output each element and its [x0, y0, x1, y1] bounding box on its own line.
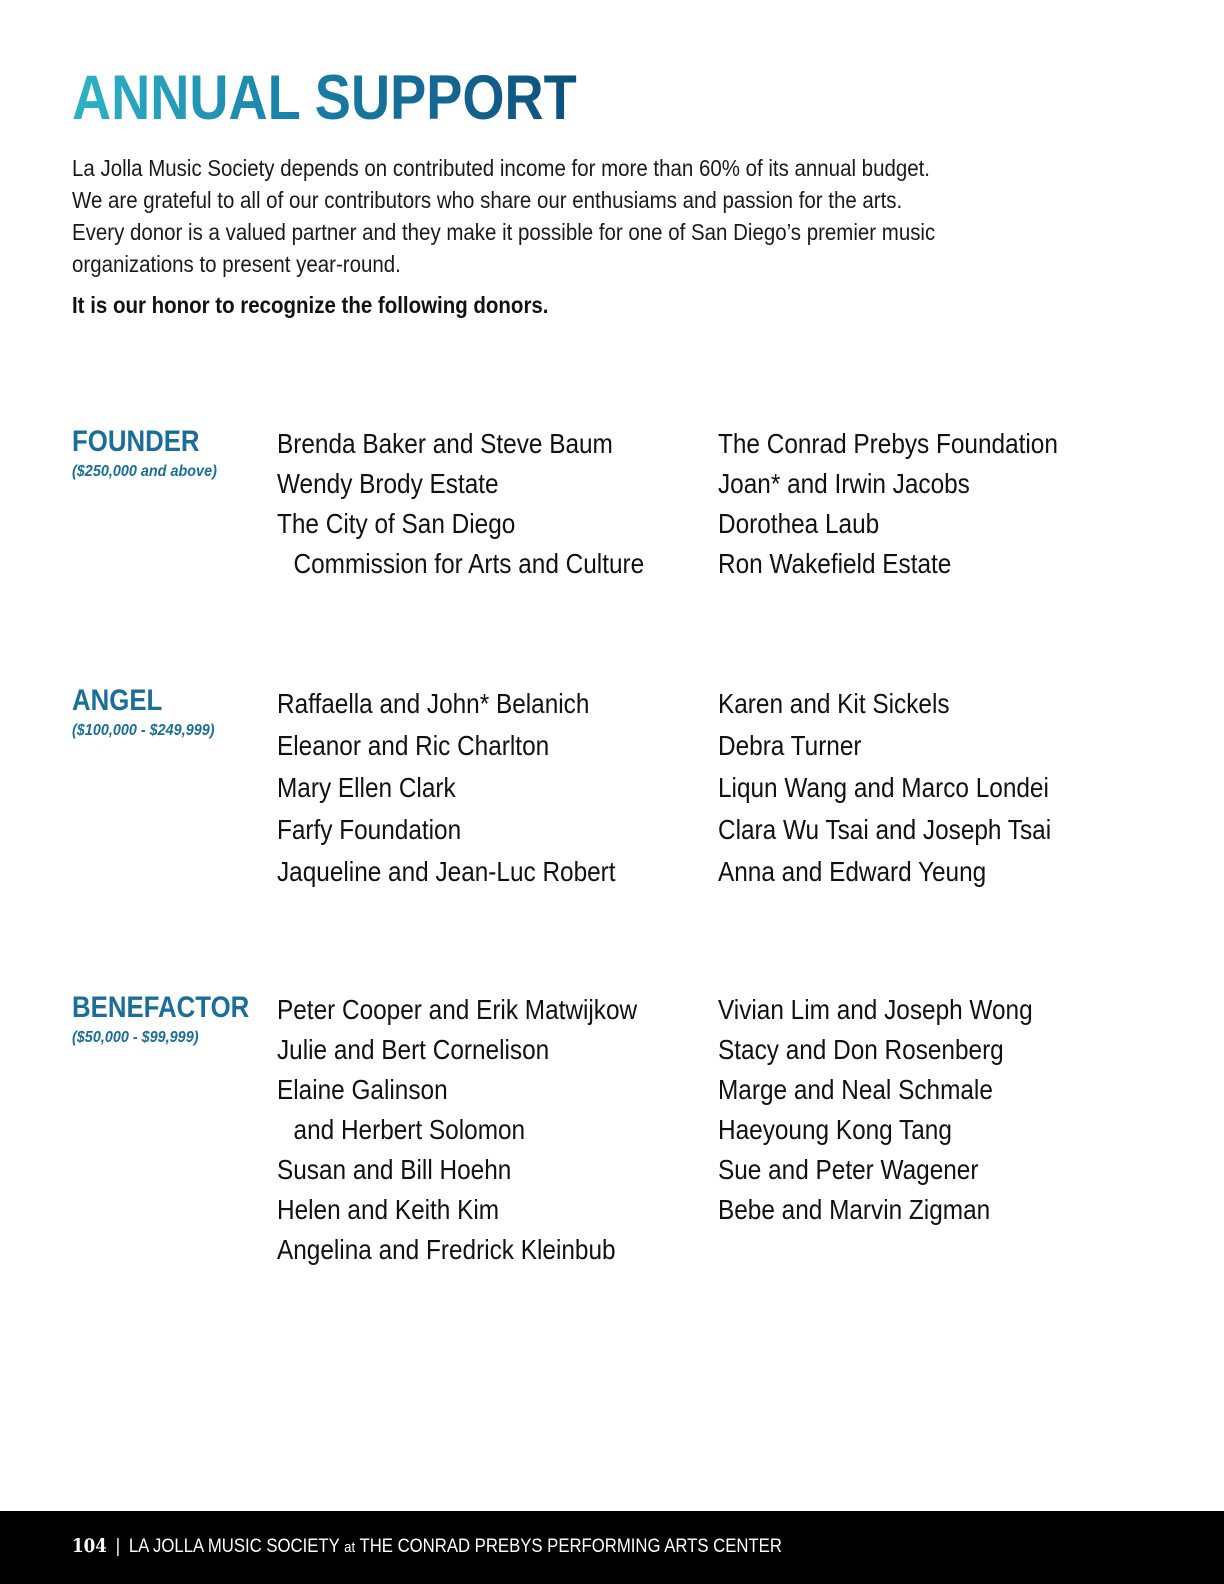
donor-name: Debra Turner	[718, 730, 862, 761]
donor-name: Mary Ellen Clark	[277, 772, 456, 803]
intro-line: Every donor is a valued partner and they make it possible for one of San Diego’s premier music	[72, 219, 936, 245]
donor-name: Eleanor and Ric Charlton	[277, 730, 550, 761]
page-footer	[0, 1511, 1224, 1584]
donor-name: Jaqueline and Jean-Luc Robert	[277, 856, 616, 887]
tier-name: BENEFACTOR	[72, 991, 250, 1024]
donor-name: Angelina and Fredrick Kleinbub	[277, 1234, 616, 1265]
page-title: ANNUAL SUPPORT	[72, 63, 577, 133]
donor-column-right	[718, 990, 1033, 1230]
page-number: 104	[72, 1535, 107, 1557]
donor-name: Raffaella and John* Belanich	[277, 688, 590, 719]
donor-name: Sue and Peter Wagener	[718, 1154, 979, 1185]
donor-name: Elaine Galinson	[277, 1074, 448, 1105]
donor-name: Marge and Neal Schmale	[718, 1074, 993, 1105]
donor-name: Wendy Brody Estate	[277, 468, 499, 499]
donor-column-right	[718, 424, 1058, 584]
donor-name: The City of San Diego	[277, 508, 516, 539]
donor-column-right	[718, 683, 1051, 893]
donor-name: Farfy Foundation	[277, 814, 462, 845]
tier-range: ($100,000 - $249,999)	[72, 722, 215, 739]
donor-name: Susan and Bill Hoehn	[277, 1154, 512, 1185]
donor-name: Stacy and Don Rosenberg	[718, 1034, 1004, 1065]
footer-text	[72, 1534, 782, 1560]
footer-separator: |	[115, 1536, 121, 1557]
intro-line: La Jolla Music Society depends on contributed income for more than 60% of its annual budget.	[72, 155, 930, 181]
tier-heading	[72, 990, 272, 1048]
footer-at: at	[344, 1539, 356, 1556]
intro-paragraph	[72, 152, 998, 280]
donor-name: Peter Cooper and Erik Matwijkow	[277, 994, 638, 1025]
donor-name: Joan* and Irwin Jacobs	[718, 468, 970, 499]
donor-name: Dorothea Laub	[718, 508, 880, 539]
tier-range: ($250,000 and above)	[72, 463, 217, 480]
donor-name-continued: Commission for Arts and Culture	[293, 548, 645, 579]
donor-name: Julie and Bert Cornelison	[277, 1034, 550, 1065]
honor-statement: It is our honor to recognize the following donors.	[72, 292, 549, 318]
donor-name: Anna and Edward Yeung	[718, 856, 987, 887]
donor-name: Bebe and Marvin Zigman	[718, 1194, 991, 1225]
donor-name: The Conrad Prebys Foundation	[718, 428, 1058, 459]
donor-column-left	[277, 683, 616, 893]
donor-column-left	[277, 424, 644, 584]
donor-column-left	[277, 990, 637, 1270]
intro-line: organizations to present year-round.	[72, 251, 401, 277]
donor-name: Clara Wu Tsai and Joseph Tsai	[718, 814, 1052, 845]
donor-name: Helen and Keith Kim	[277, 1194, 500, 1225]
tier-heading	[72, 424, 272, 482]
donor-name-continued: and Herbert Solomon	[293, 1114, 526, 1145]
donor-name: Brenda Baker and Steve Baum	[277, 428, 613, 459]
donor-name: Haeyoung Kong Tang	[718, 1114, 952, 1145]
tier-name: ANGEL	[72, 684, 163, 717]
footer-org: LA JOLLA MUSIC SOCIETY	[128, 1536, 340, 1557]
intro-line: We are grateful to all of our contributors who share our enthusiams and passion for the arts.	[72, 187, 903, 213]
donor-name: Karen and Kit Sickels	[718, 688, 950, 719]
footer-venue: THE CONRAD PREBYS PERFORMING ARTS CENTER	[359, 1536, 782, 1557]
tier-range: ($50,000 - $99,999)	[72, 1029, 199, 1046]
tier-heading	[72, 683, 272, 741]
tier-name: FOUNDER	[72, 425, 200, 458]
donor-name: Vivian Lim and Joseph Wong	[718, 994, 1033, 1025]
donor-name: Ron Wakefield Estate	[718, 548, 952, 579]
donor-name: Liqun Wang and Marco Londei	[718, 772, 1049, 803]
